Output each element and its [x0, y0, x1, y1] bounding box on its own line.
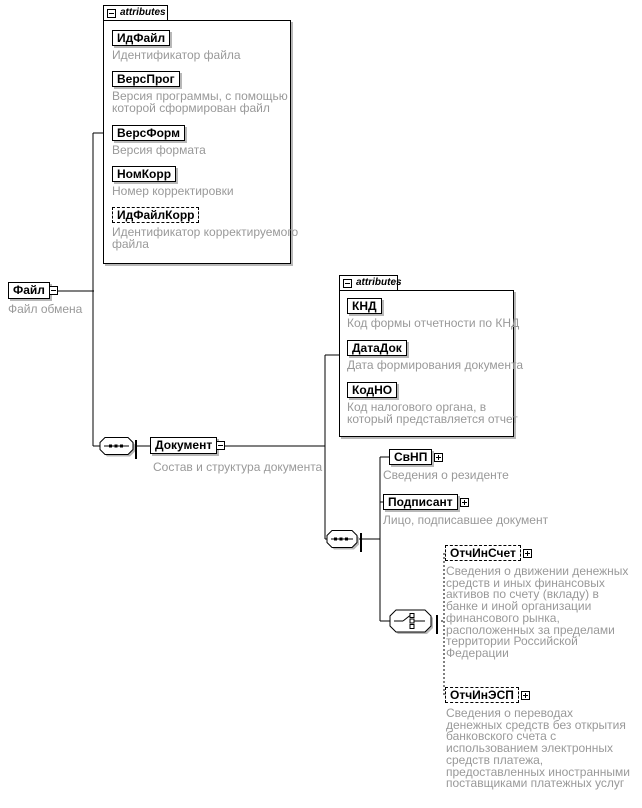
file-element[interactable]: Файл — [8, 282, 50, 299]
desc-line: предоставленных иностранными — [446, 764, 630, 779]
desc-line: активов по счету (вкладу) в — [446, 587, 599, 602]
desc-line: территории Российской — [446, 634, 578, 649]
attr-nomkorr[interactable]: НомКорр — [112, 166, 176, 182]
sequence-icon[interactable] — [100, 438, 135, 457]
desc-line: финансового рынка, — [446, 610, 560, 625]
choice-icon[interactable] — [390, 610, 433, 634]
collapse-icon[interactable] — [49, 286, 58, 295]
attr-knd-description: Код формы отчетности по КНД — [347, 316, 520, 330]
attr-idfaylkorr-description — [112, 227, 298, 250]
attr-versprog-description — [112, 91, 288, 114]
collapse-icon[interactable] — [343, 279, 352, 288]
file-element-description: Файл обмена — [8, 302, 83, 316]
attr-kodno-description — [347, 402, 518, 425]
attr-datadok-description: Дата формирования документа — [347, 358, 524, 372]
otchinesp-description — [446, 708, 630, 790]
expand-icon[interactable] — [460, 498, 469, 507]
file-attributes-tab — [103, 5, 168, 21]
desc-line: который представляется отчет — [347, 411, 518, 426]
attr-versprog[interactable]: ВерсПрог — [112, 71, 180, 87]
podpisant-element-row — [383, 494, 469, 510]
otchinesp-element-row — [445, 687, 530, 703]
svnp-description: Сведения о резиденте — [383, 468, 509, 482]
desc-line: использованием электронных — [446, 741, 614, 756]
svnp-element[interactable]: СвНП — [389, 449, 432, 465]
desc-line: банковского счета с — [446, 729, 557, 744]
podpisant-description: Лицо, подписавшее документ — [383, 513, 549, 527]
desc-line: Версия программы, с помощью — [112, 89, 288, 103]
otchinschet-element[interactable]: ОтчИнСчет — [445, 545, 521, 561]
attr-idfaylkorr[interactable]: ИдФайлКорр — [112, 207, 199, 223]
desc-line: Сведения о движении денежных — [446, 564, 629, 578]
expand-icon[interactable] — [521, 691, 530, 700]
desc-line: расположенных за пределами — [446, 622, 615, 637]
collapse-icon[interactable] — [436, 615, 438, 634]
desc-line: средств платежа, — [446, 752, 544, 767]
collapse-icon[interactable] — [360, 533, 362, 552]
collapse-icon[interactable] — [135, 440, 137, 459]
desc-line: Федерации — [446, 645, 509, 660]
collapse-icon[interactable] — [216, 441, 225, 450]
attributes-label: attributes — [356, 277, 402, 288]
otchinschet-description — [446, 566, 628, 660]
file-element-row — [8, 282, 58, 299]
document-attributes-panel — [339, 290, 524, 437]
podpisant-element[interactable]: Подписант — [383, 494, 458, 510]
desc-line: средств и иных финансовых — [446, 575, 605, 590]
desc-line: которой сформирован файл — [112, 100, 270, 115]
attr-versform[interactable]: ВерсФорм — [112, 125, 185, 141]
expand-icon[interactable] — [523, 549, 532, 558]
attr-nomkorr-description: Номер корректировки — [112, 184, 234, 198]
otchinschet-element-row — [445, 545, 532, 561]
document-attributes-tab — [339, 275, 402, 291]
attr-kodno[interactable]: КодНО — [347, 382, 397, 398]
desc-line: Код налогового органа, в — [347, 400, 487, 414]
otchinesp-element[interactable]: ОтчИнЭСП — [445, 687, 519, 703]
attr-idfayl[interactable]: ИдФайл — [112, 30, 170, 46]
desc-line: Сведения о переводах — [446, 706, 574, 720]
attr-idfayl-description: Идентификатор файла — [112, 48, 241, 62]
file-attributes-panel — [103, 20, 299, 264]
desc-line: Идентификатор корректируемого — [112, 225, 299, 239]
attributes-label: attributes — [120, 7, 166, 18]
desc-line: банке и иной организации — [446, 599, 592, 614]
document-element-description: Состав и структура документа — [153, 460, 323, 474]
attr-datadok[interactable]: ДатаДок — [347, 340, 407, 356]
document-element[interactable]: Документ — [150, 437, 217, 454]
attr-versform-description: Версия формата — [112, 143, 206, 157]
svnp-element-row — [389, 449, 443, 465]
expand-icon[interactable] — [434, 453, 443, 462]
document-element-row — [150, 437, 225, 454]
desc-line: денежных средств без открытия — [446, 717, 626, 732]
sequence-icon[interactable] — [327, 531, 359, 550]
desc-line: файла — [112, 236, 149, 251]
collapse-icon[interactable] — [107, 9, 116, 18]
attr-knd[interactable]: КНД — [347, 298, 382, 314]
desc-line: поставщиками платежных услуг — [446, 776, 625, 791]
